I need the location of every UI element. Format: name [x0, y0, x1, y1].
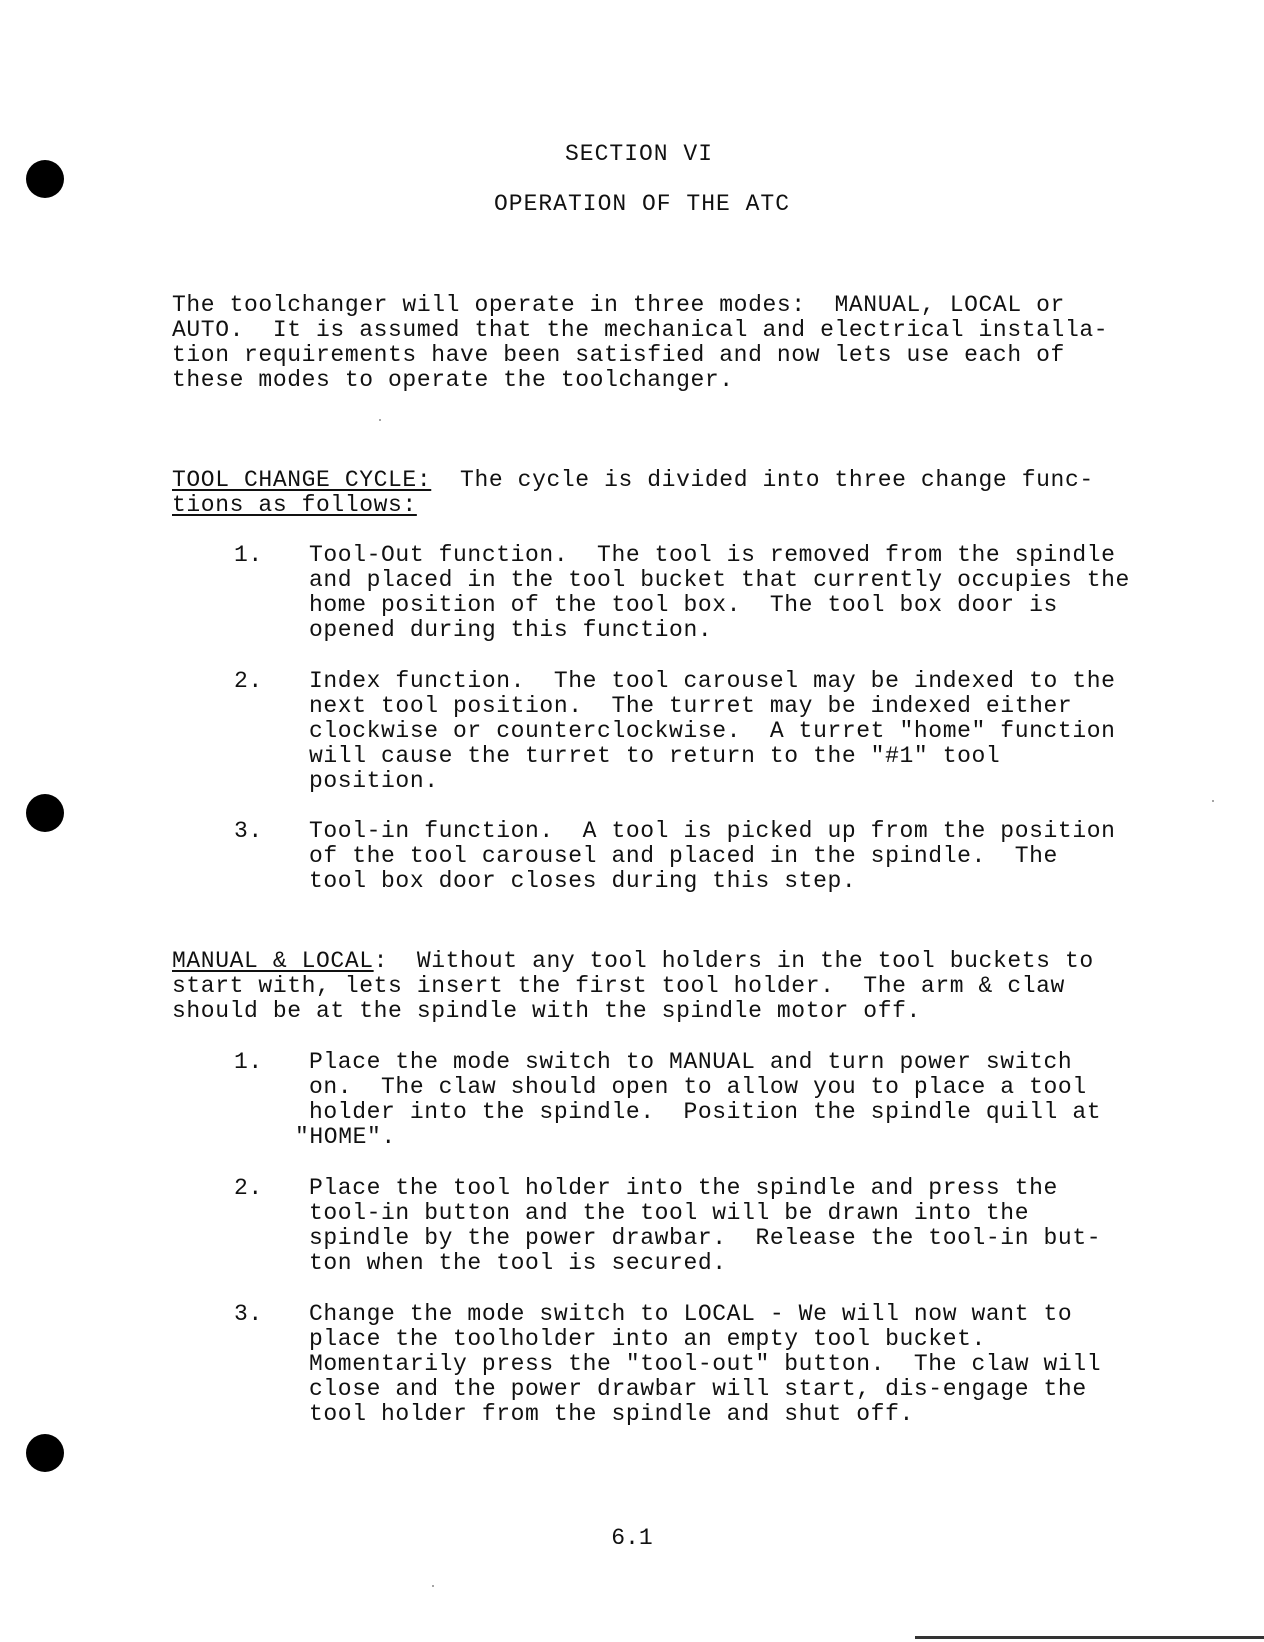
list-item-line: Place the tool holder into the spindle and press the: [309, 1175, 1058, 1201]
list-item-number: 2.: [234, 668, 263, 694]
list-item-number: 2.: [234, 1175, 263, 1201]
scan-speck: [379, 419, 381, 421]
scan-speck: [432, 1585, 434, 1587]
intro-line: these modes to operate the toolchanger.: [172, 367, 734, 393]
list-item-line: ton when the tool is secured.: [309, 1250, 727, 1276]
list-item-line: Place the mode switch to MANUAL and turn power switch: [309, 1049, 1073, 1075]
list-item-line: close and the power drawbar will start, dis-engage the: [309, 1376, 1087, 1402]
list-item-line: holder into the spindle. Position the spindle quill at: [309, 1099, 1102, 1125]
list-item-line: of the tool carousel and placed in the spindle. The: [309, 843, 1058, 869]
tool-change-intro-text: The cycle is divided into three change func-: [431, 467, 1094, 493]
list-item-line: tool holder from the spindle and shut off.: [309, 1401, 914, 1427]
list-item-line: position.: [309, 768, 439, 794]
list-item-line: opened during this function.: [309, 617, 713, 643]
manual-local-line: start with, lets insert the first tool holder. The arm & claw: [172, 973, 1065, 999]
manual-local-line: should be at the spindle with the spindle motor off.: [172, 998, 921, 1024]
list-item-line: place the toolholder into an empty tool bucket.: [309, 1326, 986, 1352]
list-item-line: and placed in the tool bucket that currently occupies the: [309, 567, 1130, 593]
tool-change-second-line: tions as follows:: [172, 492, 417, 518]
tool-change-first-line: [172, 468, 1094, 493]
list-item-line: home position of the tool box. The tool box door is: [309, 592, 1058, 618]
tool-change-cycle-label: TOOL CHANGE CYCLE:: [172, 467, 432, 493]
intro-line: The toolchanger will operate in three modes: MANUAL, LOCAL or: [172, 292, 1065, 318]
binder-hole-middle: [26, 794, 64, 832]
list-item-number: 3.: [234, 818, 263, 844]
scan-speck: [1212, 800, 1214, 802]
list-item-line: Momentarily press the "tool-out" button. The claw will: [309, 1351, 1102, 1377]
page-number: 6.1: [611, 1525, 653, 1551]
list-item-line: next tool position. The turret may be indexed either: [309, 693, 1073, 719]
manual-local-intro-text: Without any tool holders in the tool buckets to: [388, 948, 1094, 974]
list-item-line: tool box door closes during this step.: [309, 868, 857, 894]
list-item-line: tool-in button and the tool will be drawn into the: [309, 1200, 1030, 1226]
list-item-line: clockwise or counterclockwise. A turret "home" function: [309, 718, 1116, 744]
list-item-line: Tool-Out function. The tool is removed from the spindle: [309, 542, 1116, 568]
list-item-line: Index function. The tool carousel may be indexed to the: [309, 668, 1116, 694]
list-item-number: 3.: [234, 1301, 263, 1327]
section-title: SECTION VI: [564, 141, 714, 167]
list-item-line: spindle by the power drawbar. Release the tool-in but-: [309, 1225, 1102, 1251]
list-item-line: on. The claw should open to allow you to place a tool: [309, 1074, 1087, 1100]
list-item-line: will cause the turret to return to the "#1" tool: [309, 743, 1001, 769]
intro-line: AUTO. It is assumed that the mechanical and electrical installa-: [172, 317, 1109, 343]
list-item-number: 1.: [234, 1049, 263, 1075]
section-subtitle: OPERATION OF THE ATC: [493, 191, 791, 217]
list-item-line: Tool-in function. A tool is picked up from the position: [309, 818, 1116, 844]
manual-local-first-line: MANUAL & LOCAL: Without any tool holders in the tool buckets to: [172, 948, 1094, 974]
list-item-number: 1.: [234, 542, 263, 568]
scan-edge-line: [915, 1636, 1264, 1639]
manual-local-label: MANUAL & LOCAL: [172, 948, 374, 974]
list-item-line: "HOME".: [295, 1124, 396, 1150]
intro-line: tion requirements have been satisfied and now lets use each of: [172, 342, 1065, 368]
list-item-line: Change the mode switch to LOCAL - We will now want to: [309, 1301, 1073, 1327]
binder-hole-bottom: [26, 1434, 64, 1472]
